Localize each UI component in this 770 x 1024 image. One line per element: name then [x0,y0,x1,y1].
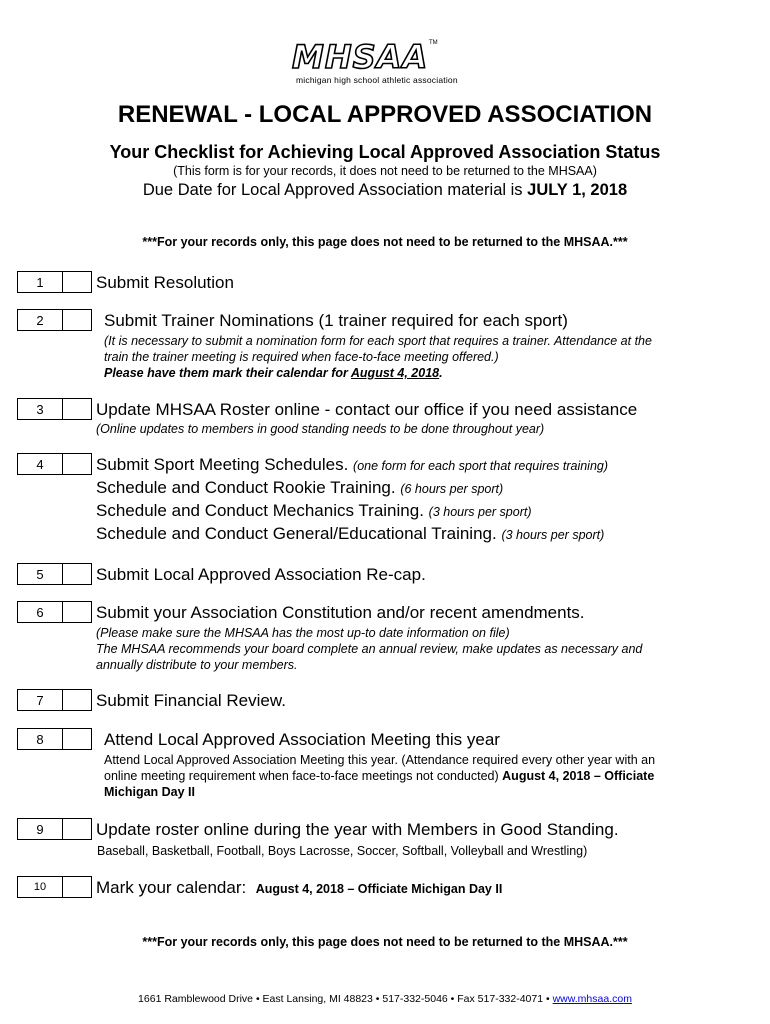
item-heading-6: Submit your Association Constitution and/or recent amendments. [96,603,585,622]
item-heading-10: Mark your calendar: August 4, 2018 – Officiate Michigan Day II [96,878,503,897]
item-8-line-1: Attend Local Approved Association Meeting this year. (Attendance required every other year with an [104,753,656,767]
item-6-line-2: The MHSAA recommends your board complete an annual review, make updates as necessary and [96,642,643,656]
item-heading-3: Update MHSAA Roster online - contact our office if you need assistance [96,400,638,419]
item-heading-9: Update roster online during the year with Members in Good Standing. [96,820,619,839]
records-note: (This form is for your records, it does not need to be returned to the MHSAA) [173,164,597,178]
item-number-6: 6 [17,601,63,623]
item-10-date: August 4, 2018 – Officiate Michigan Day II [255,882,503,896]
item-checkbox-5[interactable] [62,563,92,585]
item-heading-8: Attend Local Approved Association Meeting this year [104,730,500,749]
records-notice-bottom: ***For your records only, this page does not need to be returned to the MHSAA.*** [142,935,628,949]
item-checkbox-9[interactable] [62,818,92,840]
item-4-line-4: Schedule and Conduct General/Educational Training. (3 hours per sport) [96,524,605,543]
logo-wordmark: MHSAA [292,38,429,76]
item-detail-6 [96,625,642,673]
item-heading-7: Submit Financial Review. [96,691,286,710]
item-checkbox-6[interactable] [62,601,92,623]
item-number-7: 7 [17,689,63,711]
item-9-line-1: Baseball, Basketball, Football, Boys Lacrosse, Soccer, Softball, Volleyball and Wrestling) [97,844,588,858]
footer [0,993,770,1005]
item-checkbox-10[interactable] [62,876,92,898]
mhsaa-logo [290,38,458,90]
item-6-line-3: annually distribute to your members. [96,658,298,672]
item-8-line-3: Michigan Day II [104,785,195,799]
item-checkbox-1[interactable] [62,271,92,293]
item-2-date: August 4, 2018 [350,366,440,380]
item-checkbox-8[interactable] [62,728,92,750]
item-heading-1: Submit Resolution [96,273,234,292]
records-notice-top: ***For your records only, this page does not need to be returned to the MHSAA.*** [142,235,628,249]
item-number-9: 9 [17,818,63,840]
item-4-line-1: Submit Sport Meeting Schedules. (one form for each sport that requires training) [96,455,609,474]
due-date-value: JULY 1, 2018 [527,181,628,199]
due-date-line [0,181,770,200]
item-heading-5: Submit Local Approved Association Re-cap. [96,565,426,584]
logo-tagline: michigan high school athletic association [296,75,458,85]
item-4-line-3: Schedule and Conduct Mechanics Training. (3 hours per sport) [96,501,532,520]
item-number-3: 3 [17,398,63,420]
item-number-1: 1 [17,271,63,293]
item-2-line-2: train the trainer meeting is required when face-to-face meeting offered.) [104,350,499,364]
item-detail-2 [104,333,652,381]
item-2-line-3: Please have them mark their calendar for August 4, 2018. [104,366,443,380]
item-heading-2: Submit Trainer Nominations (1 trainer required for each sport) [104,311,568,330]
item-number-2: 2 [17,309,63,331]
item-4-line-2: Schedule and Conduct Rookie Training. (6 hours per sport) [96,478,504,497]
item-6-line-1: (Please make sure the MHSAA has the most up-to date information on file) [96,626,510,640]
page-subtitle: Your Checklist for Achieving Local Approved Association Status [109,142,661,162]
item-checkbox-4[interactable] [62,453,92,475]
footer-address: 1661 Ramblewood Drive • East Lansing, MI 48823 • 517-332-5046 • Fax 517-332-4071 • [138,993,550,1005]
item-checkbox-2[interactable] [62,309,92,331]
item-checkbox-3[interactable] [62,398,92,420]
item-number-8: 8 [17,728,63,750]
item-8-line-2: online meeting requirement when face-to-face meetings not conducted) August 4, 2018 – Officiate [104,769,655,783]
website-link[interactable]: www.mhsaa.com [552,993,632,1005]
item-number-10: 10 [17,876,63,898]
page-title: RENEWAL - LOCAL APPROVED ASSOCIATION [117,101,653,128]
item-2-line-1: (It is necessary to submit a nomination form for each sport that requires a trainer. Attendance at the [104,334,652,348]
item-3-line-1: (Online updates to members in good standing needs to be done throughout year) [96,422,545,436]
item-checkbox-7[interactable] [62,689,92,711]
item-number-4: 4 [17,453,63,475]
logo-trademark: TM [429,40,438,46]
item-number-5: 5 [17,563,63,585]
due-date-prefix: Due Date for Local Approved Association material is [142,181,523,199]
item-detail-8 [104,752,655,800]
